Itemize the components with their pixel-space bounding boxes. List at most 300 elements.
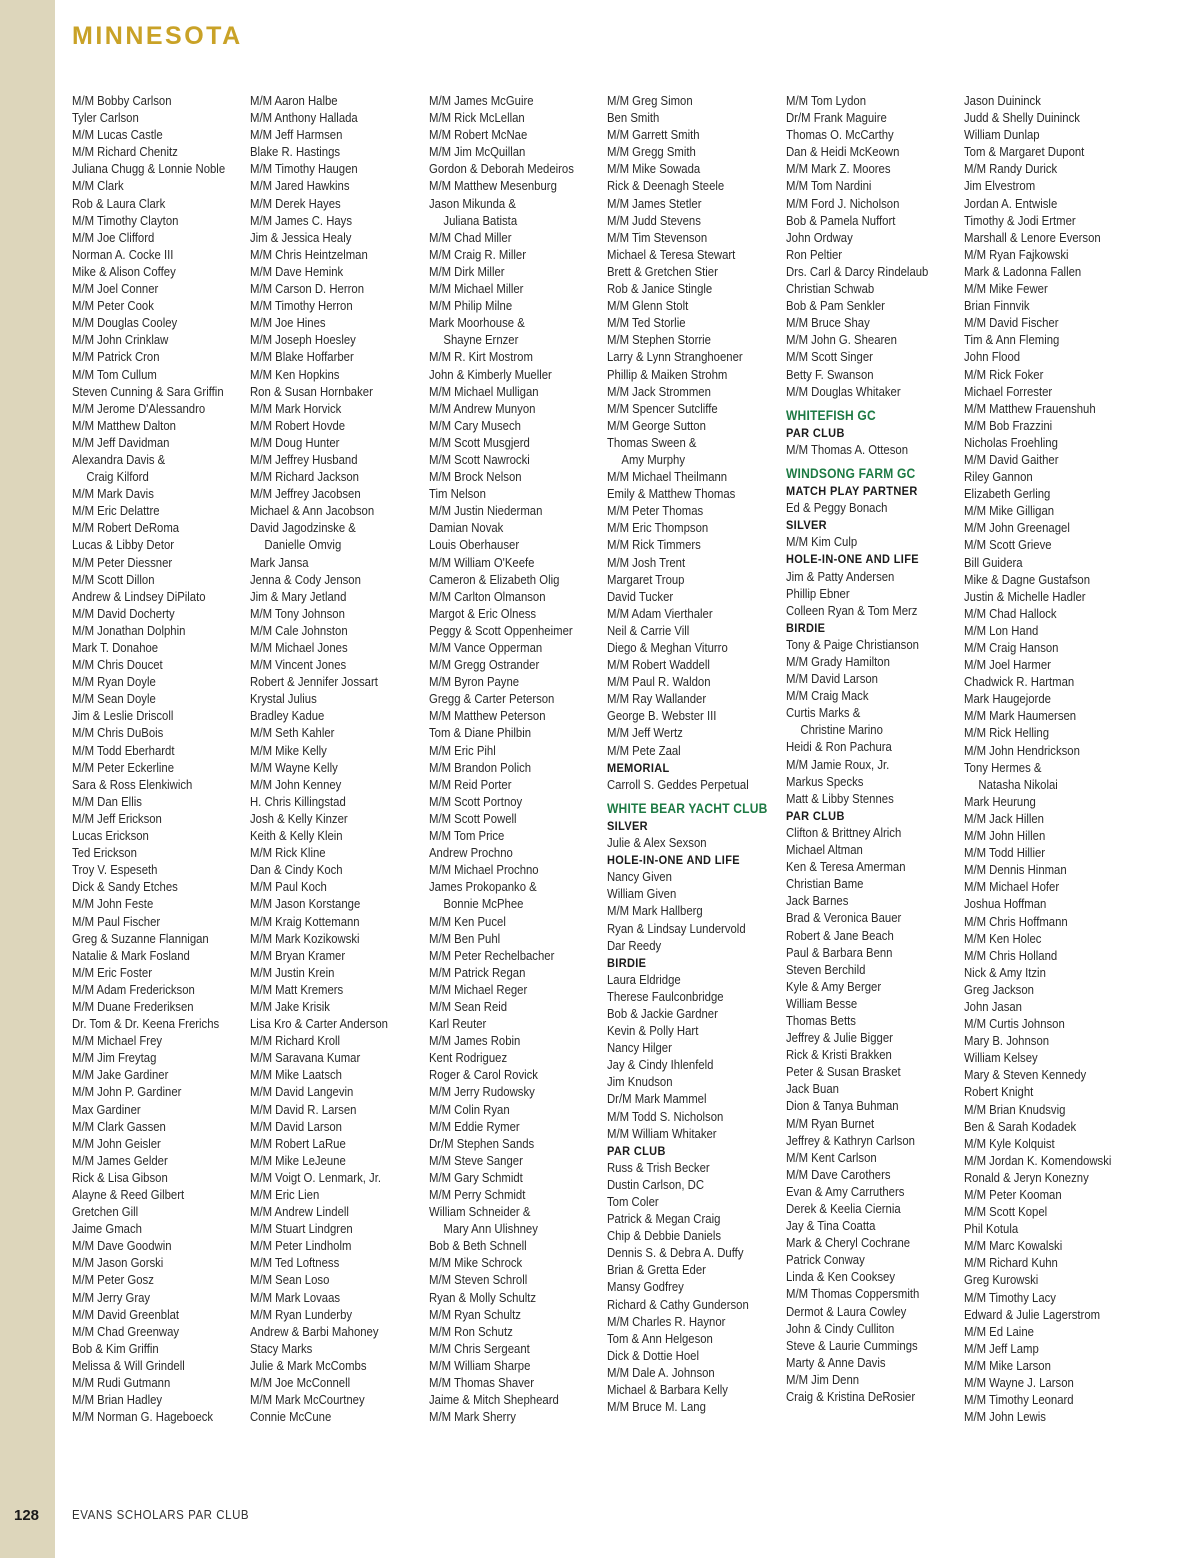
club-heading: WINDSONG FARM GC	[786, 465, 916, 481]
donor-entry: M/M James Robin	[429, 1034, 521, 1049]
donor-entry: Mark & Ladonna Fallen	[964, 264, 1082, 279]
donor-entry: Bob & Jackie Gardner	[607, 1006, 718, 1021]
donor-entry: Jaime Gmach	[72, 1222, 142, 1237]
donor-entry: M/M Scott Nawrocki	[429, 452, 530, 467]
side-strip	[0, 0, 55, 1558]
donor-entry: William Besse	[786, 996, 858, 1011]
donor-entry: M/M Adam Vierthaler	[607, 606, 713, 621]
donor-entry: M/M Michael Hofer	[964, 880, 1060, 895]
donor-entry: Curtis Marks &	[786, 706, 861, 721]
donor-entry: James Prokopanko &	[429, 880, 537, 895]
donor-entry: Krystal Julius	[250, 692, 317, 707]
donor-entry: William Dunlap	[964, 128, 1040, 143]
donor-entry: M/M Gary Schmidt	[429, 1170, 523, 1185]
donor-entry: Chip & Debbie Daniels	[607, 1229, 722, 1244]
donor-entry: M/M Tim Stevenson	[607, 230, 708, 245]
donor-entry: M/M Patrick Regan	[429, 965, 526, 980]
donor-entry: Russ & Trish Becker	[607, 1160, 710, 1175]
donor-entry: Jordan A. Entwisle	[964, 196, 1058, 211]
donor-entry: M/M John Hillen	[964, 829, 1046, 844]
level-heading: MATCH PLAY PARTNER	[786, 484, 918, 499]
donor-entry: M/M Brandon Polich	[429, 760, 532, 775]
donor-entry: M/M Glenn Stolt	[607, 299, 689, 314]
donor-entry: M/M Todd S. Nicholson	[607, 1109, 724, 1124]
donor-entry: M/M Stuart Lindgren	[250, 1222, 353, 1237]
donor-entry: Steve & Laurie Cummings	[786, 1338, 918, 1353]
donor-entry: M/M Mike Kelly	[250, 743, 327, 758]
level-heading: MEMORIAL	[607, 760, 670, 775]
donor-entry: M/M Bryan Kramer	[250, 948, 346, 963]
donor-entry: Rick & Deenagh Steele	[607, 179, 725, 194]
donor-entry: Michael & Ann Jacobson	[250, 504, 375, 519]
donor-entry: M/M Jordan K. Komendowski	[964, 1153, 1112, 1168]
donor-entry: Blake R. Hastings	[250, 145, 341, 160]
donor-entry: Rick & Lisa Gibson	[72, 1170, 168, 1185]
donor-entry: M/M Michael Reger	[429, 982, 528, 997]
donor-entry: M/M Craig Mack	[786, 689, 869, 704]
donor-entry: M/M Kyle Kolquist	[964, 1136, 1055, 1151]
donor-entry: Sara & Ross Elenkiwich	[72, 777, 193, 792]
donor-entry: Ron Peltier	[786, 247, 843, 262]
donor-entry: M/M Jack Hillen	[964, 811, 1044, 826]
donor-entry: M/M Tom Lydon	[786, 94, 867, 108]
donor-entry: M/M Jason Korstange	[250, 897, 361, 912]
donor-entry: Nancy Hilger	[607, 1041, 672, 1056]
donor-entry: M/M Lon Hand	[964, 623, 1039, 638]
donor-entry: M/M Todd Hillier	[964, 846, 1046, 861]
donor-entry: M/M Peter Eckerline	[72, 760, 175, 775]
page-number: 128	[14, 1507, 40, 1524]
donor-entry: Jeffrey & Julie Bigger	[786, 1031, 893, 1046]
donor-entry: M/M Spencer Sutcliffe	[607, 401, 718, 416]
donor-entry: M/M Colin Ryan	[429, 1102, 510, 1117]
donor-entry: M/M Matthew Dalton	[72, 418, 176, 433]
donor-entry: M/M Michael Jones	[250, 641, 348, 655]
donor-entry: M/M Joel Conner	[72, 282, 159, 297]
donor-entry: Peter & Susan Brasket	[786, 1065, 901, 1080]
donor-entry: M/M James Stetler	[607, 196, 702, 211]
donor-entry: M/M Jeff Erickson	[72, 811, 162, 826]
donor-entry: Louis Oberhauser	[429, 538, 520, 553]
donor-entry: Christian Bame	[786, 877, 864, 892]
footer-label: EVANS SCHOLARS PAR CLUB	[72, 1508, 250, 1522]
donor-entry: Jay & Cindy Ihlenfeld	[607, 1058, 714, 1073]
donor-entry: M/M Jack Strommen	[607, 384, 711, 399]
donor-entry: Bill Guidera	[964, 555, 1023, 570]
donor-entry: Ben & Sarah Kodadek	[964, 1119, 1077, 1134]
donor-entry: M/M Ryan Burnet	[786, 1116, 875, 1131]
donor-entry: Jim & Mary Jetland	[250, 589, 347, 604]
donor-entry: Ronald & Jeryn Konezny	[964, 1170, 1089, 1185]
donor-entry: Mark Heurung	[964, 794, 1036, 809]
donor-entry: M/M Craig R. Miller	[429, 247, 526, 262]
donor-entry: M/M Gregg Smith	[607, 145, 696, 160]
donor-entry: M/M David Greenblat	[72, 1307, 180, 1322]
column-4	[607, 93, 767, 1416]
donor-entry: M/M Mike Laatsch	[250, 1068, 342, 1083]
donor-entry: M/M Dale A. Johnson	[607, 1365, 715, 1380]
donor-entry: M/M Kraig Kottemann	[250, 914, 360, 929]
donor-entry: Patrick & Megan Craig	[607, 1212, 721, 1227]
donor-entry: William Schneider &	[429, 1205, 531, 1220]
donor-entry: M/M William O'Keefe	[429, 555, 535, 570]
donor-entry: Ben Smith	[607, 111, 660, 126]
donor-entry: M/M David Larson	[786, 672, 878, 687]
donor-entry: M/M Richard Chenitz	[72, 145, 178, 160]
donor-entry: M/M Matthew Frauenshuh	[964, 401, 1096, 416]
donor-entry: Jeffrey & Kathryn Carlson	[786, 1133, 915, 1148]
donor-entry: Justin & Michelle Hadler	[964, 589, 1086, 604]
donor-entry: Ed & Peggy Bonach	[786, 501, 888, 516]
donor-entry: Natasha Nikolai	[978, 777, 1058, 792]
donor-entry: Linda & Ken Cooksey	[786, 1270, 896, 1285]
donor-entry: M/M Greg Simon	[607, 94, 693, 108]
donor-entry: Peggy & Scott Oppenheimer	[429, 623, 573, 638]
donor-entry: Mary B. Johnson	[964, 1034, 1050, 1049]
donor-entry: M/M Michael Prochno	[429, 863, 539, 878]
donor-entry: M/M Jonathan Dolphin	[72, 623, 186, 638]
donor-entry: M/M Robert DeRoma	[72, 521, 180, 536]
donor-entry: M/M Scott Kopel	[964, 1205, 1048, 1220]
donor-entry: Christine Marino	[800, 723, 883, 738]
donor-entry: M/M Eddie Rymer	[429, 1119, 520, 1134]
donor-entry: M/M Joe Clifford	[72, 230, 155, 245]
donor-entry: Ryan & Molly Schultz	[429, 1290, 537, 1305]
donor-entry: Bonnie McPhee	[443, 897, 524, 912]
donor-entry: M/M Jerry Rudowsky	[429, 1085, 535, 1100]
donor-entry: M/M Chris Heintzelman	[250, 247, 368, 262]
donor-entry: Dr. Tom & Dr. Keena Frerichs	[72, 1017, 220, 1032]
donor-entry: M/M David Gaither	[964, 452, 1059, 467]
donor-entry: M/M Kim Culp	[786, 535, 858, 550]
donor-entry: Nancy Given	[607, 870, 672, 885]
donor-entry: Colleen Ryan & Tom Merz	[786, 603, 918, 618]
donor-entry: M/M Ron Schutz	[429, 1324, 513, 1339]
donor-entry: M/M Bobby Carlson	[72, 94, 172, 108]
donor-entry: Andrew Prochno	[429, 846, 513, 861]
donor-entry: Riley Gannon	[964, 470, 1033, 485]
donor-entry: M/M Eric Thompson	[607, 521, 709, 536]
donor-entry: M/M Douglas Cooley	[72, 316, 178, 331]
donor-entry: Andrew & Lindsey DiPilato	[72, 589, 206, 604]
donor-entry: Craig Kilford	[86, 470, 149, 485]
donor-entry: David Tucker	[607, 589, 674, 604]
donor-entry: Lisa Kro & Carter Anderson	[250, 1017, 388, 1032]
donor-entry: Thomas Betts	[786, 1013, 856, 1028]
donor-entry: M/M William Whitaker	[607, 1126, 717, 1141]
donor-entry: M/M Judd Stevens	[607, 213, 701, 228]
donor-entry: M/M John Feste	[72, 897, 154, 912]
club-heading: WHITEFISH GC	[786, 407, 876, 423]
donor-entry: M/M Richard Jackson	[250, 470, 359, 485]
donor-entry: M/M Thomas A. Otteson	[786, 442, 909, 457]
donor-entry: M/M Scott Portnoy	[429, 794, 523, 809]
donor-entry: M/M Norman G. Hageboeck	[72, 1410, 214, 1425]
donor-entry: Timothy & Jodi Ertmer	[964, 213, 1076, 228]
donor-entry: M/M Mark Haumersen	[964, 709, 1077, 724]
donor-entry: Diego & Meghan Viturro	[607, 641, 728, 655]
donor-entry: M/M Ken Hopkins	[250, 367, 340, 382]
donor-entry: M/M Chris Hoffmann	[964, 914, 1068, 929]
donor-entry: Jenna & Cody Jenson	[250, 572, 361, 587]
donor-entry: M/M Mark Kozikowski	[250, 931, 360, 946]
donor-entry: M/M Tony Johnson	[250, 606, 345, 621]
donor-entry: M/M Ray Wallander	[607, 692, 707, 707]
donor-entry: M/M Saravana Kumar	[250, 1051, 361, 1066]
donor-entry: M/M Richard Kroll	[250, 1034, 341, 1049]
donor-entry: Jason Mikunda &	[429, 196, 516, 211]
donor-entry: M/M Justin Niederman	[429, 504, 543, 519]
donor-entry: M/M Gregg Ostrander	[429, 658, 540, 673]
donor-entry: M/M Joseph Hoesley	[250, 333, 356, 348]
donor-entry: Phil Kotula	[964, 1222, 1019, 1237]
donor-entry: Rick & Kristi Brakken	[786, 1048, 892, 1063]
donor-entry: M/M Chad Greenway	[72, 1324, 180, 1339]
donor-entry: M/M Adam Frederickson	[72, 982, 195, 997]
donor-entry: Tom Coler	[607, 1195, 659, 1209]
donor-entry: M/M Eric Foster	[72, 965, 152, 980]
donor-entry: M/M Perry Schmidt	[429, 1188, 526, 1202]
donor-entry: Amy Murphy	[621, 452, 686, 467]
donor-entry: Alexandra Davis &	[72, 452, 166, 467]
donor-entry: M/M Sean Reid	[429, 999, 508, 1014]
donor-entry: Chadwick R. Hartman	[964, 675, 1075, 690]
donor-entry: Carroll S. Geddes Perpetual	[607, 777, 749, 792]
donor-entry: M/M Dan Ellis	[72, 794, 142, 809]
donor-entry: M/M Carson D. Herron	[250, 282, 365, 297]
donor-entry: M/M Timothy Lacy	[964, 1290, 1056, 1305]
donor-entry: M/M Dirk Miller	[429, 264, 505, 279]
donor-entry: M/M Ryan Lunderby	[250, 1307, 353, 1322]
donor-entry: M/M Eric Pihl	[429, 743, 496, 758]
donor-entry: Connie McCune	[250, 1410, 332, 1425]
donor-entry: M/M R. Kirt Mostrom	[429, 350, 533, 365]
donor-entry: M/M Mike Larson	[964, 1358, 1051, 1373]
donor-entry: M/M Derek Hayes	[250, 196, 341, 211]
donor-entry: M/M Jake Krisik	[250, 999, 330, 1014]
donor-entry: Paul & Barbara Benn	[786, 945, 893, 960]
donor-entry: M/M James Gelder	[72, 1153, 168, 1168]
donor-entry: M/M Timothy Herron	[250, 299, 353, 314]
donor-entry: Robert & Jane Beach	[786, 928, 894, 943]
donor-entry: M/M Bob Frazzini	[964, 418, 1053, 433]
donor-entry: Gretchen Gill	[72, 1205, 139, 1220]
donor-entry: Robert Knight	[964, 1085, 1034, 1100]
donor-entry: H. Chris Killingstad	[250, 794, 346, 809]
donor-entry: Neil & Carrie Vill	[607, 623, 690, 638]
donor-entry: Rob & Janice Stingle	[607, 282, 713, 297]
donor-entry: M/M Peter Rechelbacher	[429, 948, 555, 963]
donor-entry: M/M Michael Miller	[429, 282, 524, 297]
donor-entry: Greg & Suzanne Flannigan	[72, 931, 209, 946]
donor-entry: M/M Paul Koch	[250, 880, 327, 895]
donor-entry: M/M Robert Waddell	[607, 658, 710, 673]
donor-entry: M/M William Sharpe	[429, 1358, 531, 1373]
donor-entry: M/M David Fischer	[964, 316, 1059, 331]
donor-entry: M/M Craig Hanson	[964, 641, 1059, 655]
donor-entry: Laura Eldridge	[607, 972, 681, 987]
donor-entry: John Flood	[964, 350, 1021, 365]
donor-entry: Marty & Anne Davis	[786, 1355, 886, 1370]
donor-entry: Nick & Amy Itzin	[964, 965, 1046, 980]
donor-entry: M/M Anthony Hallada	[250, 111, 358, 126]
column-1	[72, 93, 232, 1426]
donor-entry: Juliana Batista	[443, 213, 518, 228]
donor-entry: M/M Ford J. Nicholson	[786, 196, 900, 211]
donor-entry: Dustin Carlson, DC	[607, 1177, 705, 1192]
donor-entry: M/M Rick Helling	[964, 726, 1050, 741]
donor-entry: M/M Wayne Kelly	[250, 760, 338, 775]
donor-entry: M/M Lucas Castle	[72, 128, 163, 143]
donor-entry: M/M Reid Porter	[429, 777, 512, 792]
donor-entry: M/M Rick Timmers	[607, 538, 701, 553]
level-heading: PAR CLUB	[786, 425, 845, 440]
donor-entry: M/M Garrett Smith	[607, 128, 700, 143]
donor-entry: M/M Mike Fewer	[964, 282, 1048, 297]
donor-entry: M/M Jim Denn	[786, 1372, 860, 1387]
donor-entry: M/M Scott Dillon	[72, 572, 155, 587]
donor-entry: Betty F. Swanson	[786, 367, 874, 382]
donor-entry: Andrew & Barbi Mahoney	[250, 1324, 379, 1339]
donor-entry: Max Gardiner	[72, 1102, 141, 1117]
column-6	[964, 93, 1124, 1426]
donor-entry: Nicholas Froehling	[964, 435, 1058, 450]
donor-entry: M/M Blake Hoffarber	[250, 350, 354, 365]
level-heading: SILVER	[607, 818, 648, 833]
donor-entry: M/M Jeff Wertz	[607, 726, 683, 741]
donor-entry: M/M Dave Goodwin	[72, 1239, 172, 1254]
donor-entry: Heidi & Ron Pachura	[786, 740, 892, 755]
donor-entry: Jim & Leslie Driscoll	[72, 709, 174, 724]
donor-entry: M/M Mark Horvick	[250, 401, 342, 416]
donor-entry: Jack Buan	[786, 1082, 839, 1097]
donor-entry: Kyle & Amy Berger	[786, 979, 882, 994]
donor-entry: M/M Rick Kline	[250, 846, 326, 861]
donor-entry: Tim Nelson	[429, 487, 486, 502]
donor-entry: M/M Mark Hallberg	[607, 904, 703, 919]
donor-entry: Dennis S. & Debra A. Duffy	[607, 1246, 744, 1261]
donor-entry: Edward & Julie Lagerstrom	[964, 1307, 1101, 1322]
donor-entry: Marshall & Lenore Everson	[964, 230, 1101, 245]
donor-entry: M/M Mike LeJeune	[250, 1153, 346, 1168]
donor-entry: Ryan & Lindsay Lundervold	[607, 921, 746, 936]
column-3	[429, 93, 589, 1426]
donor-entry: M/M Tom Cullum	[72, 367, 157, 382]
donor-entry: M/M Ken Pucel	[429, 914, 506, 929]
donor-entry: Tom & Margaret Dupont	[964, 145, 1085, 160]
donor-entry: Jay & Tina Coatta	[786, 1219, 876, 1234]
donor-entry: Dermot & Laura Cowley	[786, 1304, 907, 1319]
donor-entry: M/M Marc Kowalski	[964, 1239, 1063, 1254]
donor-entry: M/M Andrew Lindell	[250, 1205, 349, 1220]
donor-entry: M/M Scott Singer	[786, 350, 873, 365]
donor-entry: Craig & Kristina DeRosier	[786, 1390, 916, 1405]
donor-entry: M/M Joe Hines	[250, 316, 326, 331]
donor-entry: M/M Seth Kahler	[250, 726, 335, 741]
donor-entry: M/M Clark Gassen	[72, 1119, 166, 1134]
donor-entry: M/M Joe McConnell	[250, 1376, 351, 1391]
donor-entry: M/M Brian Knudsvig	[964, 1102, 1066, 1117]
donor-entry: Jim & Patty Andersen	[786, 569, 895, 584]
donor-entry: M/M Vance Opperman	[429, 641, 543, 655]
donor-entry: Dan & Heidi McKeown	[786, 145, 900, 160]
donor-entry: M/M Mark Z. Moores	[786, 162, 891, 177]
donor-entry: M/M Robert LaRue	[250, 1136, 346, 1151]
donor-entry: Derek & Keelia Ciernia	[786, 1202, 901, 1216]
donor-entry: Troy V. Espeseth	[72, 863, 158, 878]
donor-entry: M/M Jerome D'Alessandro	[72, 401, 206, 416]
donor-entry: M/M Clark	[72, 179, 124, 194]
donor-entry: Damian Novak	[429, 521, 504, 536]
donor-entry: Christian Schwab	[786, 282, 875, 297]
donor-entry: M/M Mark Lovaas	[250, 1290, 341, 1305]
donor-entry: M/M Jim Freytag	[72, 1051, 157, 1066]
donor-entry: M/M Jeff Davidman	[72, 435, 170, 450]
donor-entry: M/M John Geisler	[72, 1136, 161, 1151]
donor-entry: Lucas Erickson	[72, 829, 149, 844]
donor-entry: M/M Peter Kooman	[964, 1188, 1062, 1202]
donor-entry: M/M Curtis Johnson	[964, 1017, 1065, 1032]
donor-entry: Michael Altman	[786, 843, 863, 858]
donor-entry: Dick & Sandy Etches	[72, 880, 178, 895]
donor-entry: Thomas Sween &	[607, 435, 697, 450]
donor-entry: M/M Peter Gosz	[72, 1273, 154, 1288]
donor-entry: M/M Chad Hallock	[964, 606, 1057, 621]
donor-entry: Brian Finnvik	[964, 299, 1030, 314]
donor-entry: M/M Todd Eberhardt	[72, 743, 175, 758]
donor-entry: Therese Faulconbridge	[607, 989, 724, 1004]
donor-entry: Josh & Kelly Kinzer	[250, 811, 348, 826]
donor-entry: Tony & Paige Christianson	[786, 637, 919, 652]
donor-entry: M/M Jim McQuillan	[429, 145, 526, 160]
donor-entry: M/M David R. Larsen	[250, 1102, 357, 1117]
donor-entry: M/M Peter Diessner	[72, 555, 173, 570]
donor-entry: M/M Ted Storlie	[607, 316, 686, 331]
donor-entry: M/M David Larson	[250, 1119, 342, 1134]
donor-entry: M/M Rudi Gutmann	[72, 1376, 171, 1391]
level-heading: PAR CLUB	[607, 1143, 666, 1158]
donor-entry: M/M Douglas Whitaker	[786, 384, 901, 399]
donor-entry: Judd & Shelly Duininck	[964, 111, 1080, 126]
donor-entry: Michael & Teresa Stewart	[607, 247, 736, 262]
donor-entry: Drs. Carl & Darcy Rindelaub	[786, 264, 929, 279]
donor-entry: M/M John Kenney	[250, 777, 342, 792]
donor-entry: M/M David Docherty	[72, 606, 175, 621]
donor-entry: M/M Matthew Mesenburg	[429, 179, 557, 194]
donor-entry: M/M Randy Durick	[964, 162, 1058, 177]
donor-entry: M/M Chris Sergeant	[429, 1341, 530, 1356]
donor-entry: Margot & Eric Olness	[429, 606, 537, 621]
donor-entry: M/M Ryan Schultz	[429, 1307, 521, 1322]
donor-entry: M/M Scott Grieve	[964, 538, 1052, 553]
donor-entry: M/M Michael Frey	[72, 1034, 163, 1049]
donor-entry: Roger & Carol Rovick	[429, 1068, 538, 1083]
donor-entry: Karl Reuter	[429, 1017, 487, 1032]
donor-entry: Julie & Mark McCombs	[250, 1358, 367, 1373]
donor-entry: Evan & Amy Carruthers	[786, 1184, 905, 1199]
level-heading: BIRDIE	[786, 620, 826, 635]
donor-entry: Kevin & Polly Hart	[607, 1024, 699, 1039]
donor-entry: Dar Reedy	[607, 938, 662, 953]
donor-entry: M/M Timothy Leonard	[964, 1393, 1074, 1408]
donor-entry: M/M Brian Hadley	[72, 1393, 163, 1408]
donor-entry: Phillip Ebner	[786, 586, 850, 601]
donor-entry: M/M Grady Hamilton	[786, 655, 890, 669]
donor-entry: M/M Eric Delattre	[72, 504, 160, 519]
donor-entry: M/M Ryan Doyle	[72, 675, 156, 690]
donor-entry: Dr/M Frank Maguire	[786, 111, 887, 126]
donor-entry: Kent Rodriguez	[429, 1051, 508, 1066]
